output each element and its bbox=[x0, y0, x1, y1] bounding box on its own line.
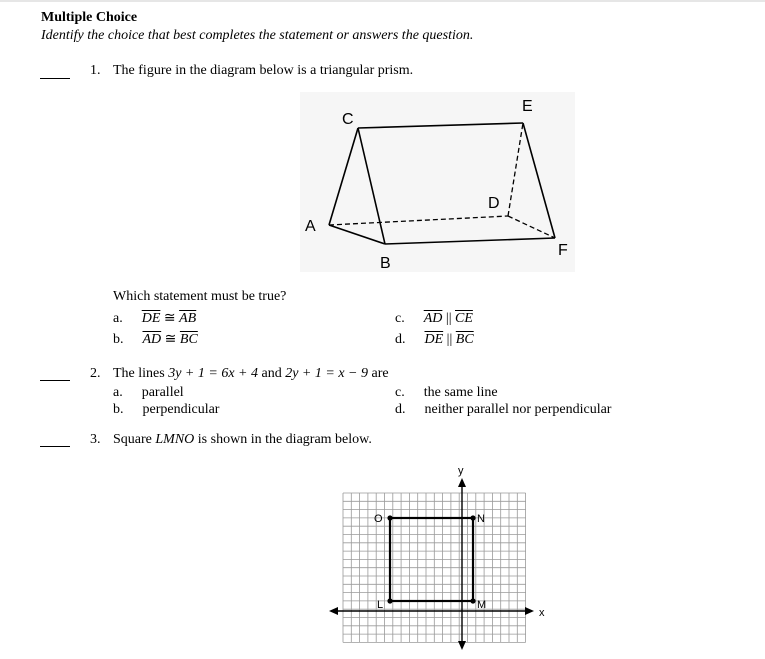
point-M bbox=[470, 598, 475, 603]
question-2-stem bbox=[113, 366, 389, 382]
segment: $\overline{BC}$ bbox=[455, 332, 474, 347]
question-1-prompt: Which statement must be true? bbox=[113, 289, 287, 304]
x-axis-right-arrow bbox=[525, 607, 534, 615]
stem-text: and bbox=[258, 366, 286, 381]
point-label-N: N bbox=[477, 513, 485, 525]
choice-letter: a. bbox=[113, 385, 123, 400]
choice-2d[interactable] bbox=[395, 402, 611, 418]
point-label-M: M bbox=[477, 599, 487, 611]
segment: $\overline{DE}$ bbox=[424, 332, 444, 347]
stem-text: The lines bbox=[113, 366, 169, 381]
page-top-border bbox=[0, 0, 765, 2]
vertex-label-B: B bbox=[380, 255, 391, 272]
stem-text: are bbox=[368, 366, 389, 381]
square-name: LMNO bbox=[155, 432, 195, 447]
point-N bbox=[470, 515, 475, 520]
vertex-label-A: A bbox=[305, 218, 316, 235]
choice-2b[interactable] bbox=[113, 402, 219, 418]
question-1-number: 1. bbox=[90, 63, 101, 78]
point-L bbox=[387, 598, 392, 603]
choice-1d[interactable] bbox=[395, 332, 474, 348]
choice-letter: c. bbox=[395, 311, 405, 326]
x-axis-left-arrow bbox=[329, 607, 338, 615]
segment: $\overline{CE}$ bbox=[455, 311, 473, 326]
choice-letter: d. bbox=[395, 332, 406, 347]
question-3-number: 3. bbox=[90, 432, 101, 447]
choice-text: perpendicular bbox=[142, 402, 220, 417]
relation-symbol: ≅ bbox=[163, 311, 176, 326]
question-1-stem: The figure in the diagram below is a triangular prism. bbox=[113, 63, 414, 78]
answer-blank-2[interactable] bbox=[40, 380, 70, 381]
stem-text: is shown in the diagram below. bbox=[194, 432, 372, 447]
answer-blank-1[interactable] bbox=[40, 78, 70, 79]
y-axis-down-arrow bbox=[458, 641, 466, 650]
segment: $\overline{BC}$ bbox=[179, 332, 198, 347]
relation-symbol: ≅ bbox=[164, 332, 177, 347]
vertex-label-C: C bbox=[342, 111, 354, 128]
segment: $\overline{AD}$ bbox=[423, 311, 443, 326]
choice-letter: b. bbox=[113, 332, 124, 347]
choice-text: the same line bbox=[423, 385, 498, 400]
choice-letter: b. bbox=[113, 402, 124, 417]
choice-1c[interactable] bbox=[395, 311, 473, 327]
segment: $\overline{AB}$ bbox=[179, 311, 197, 326]
point-label-O: O bbox=[374, 513, 383, 525]
choice-letter: c. bbox=[395, 385, 405, 400]
relation-symbol: || bbox=[445, 311, 452, 326]
vertex-label-F: F bbox=[558, 242, 568, 259]
question-3-stem bbox=[113, 432, 372, 448]
x-axis-label: x bbox=[539, 607, 545, 619]
choice-2c[interactable] bbox=[395, 385, 498, 401]
choice-1b[interactable] bbox=[113, 332, 198, 348]
relation-symbol: || bbox=[446, 332, 453, 347]
instructions: Identify the choice that best completes the statement or answers the question. bbox=[41, 28, 474, 43]
choice-letter: d. bbox=[395, 402, 406, 417]
choice-text: parallel bbox=[141, 385, 184, 400]
choice-text: neither parallel nor perpendicular bbox=[424, 402, 612, 417]
segment: $\overline{DE}$ bbox=[141, 311, 161, 326]
question-2-number: 2. bbox=[90, 366, 101, 381]
equation-2: 2y + 1 = x − 9 bbox=[285, 366, 368, 381]
section-title: Multiple Choice bbox=[41, 10, 138, 25]
vertex-label-E: E bbox=[522, 98, 533, 115]
coordinate-grid-diagram bbox=[325, 460, 555, 652]
point-O bbox=[387, 515, 392, 520]
choice-letter: a. bbox=[113, 311, 123, 326]
choice-1a[interactable] bbox=[113, 311, 196, 327]
y-axis-up-arrow bbox=[458, 478, 466, 487]
choice-2a[interactable] bbox=[113, 385, 184, 401]
answer-blank-3[interactable] bbox=[40, 446, 70, 447]
segment: $\overline{AD}$ bbox=[142, 332, 162, 347]
prism-diagram bbox=[300, 92, 575, 272]
vertex-label-D: D bbox=[488, 195, 500, 212]
y-axis-label: y bbox=[458, 465, 464, 477]
equation-1: 3y + 1 = 6x + 4 bbox=[168, 366, 258, 381]
stem-text: Square bbox=[113, 432, 156, 447]
point-label-L: L bbox=[377, 599, 384, 611]
grid-lines bbox=[343, 493, 526, 642]
